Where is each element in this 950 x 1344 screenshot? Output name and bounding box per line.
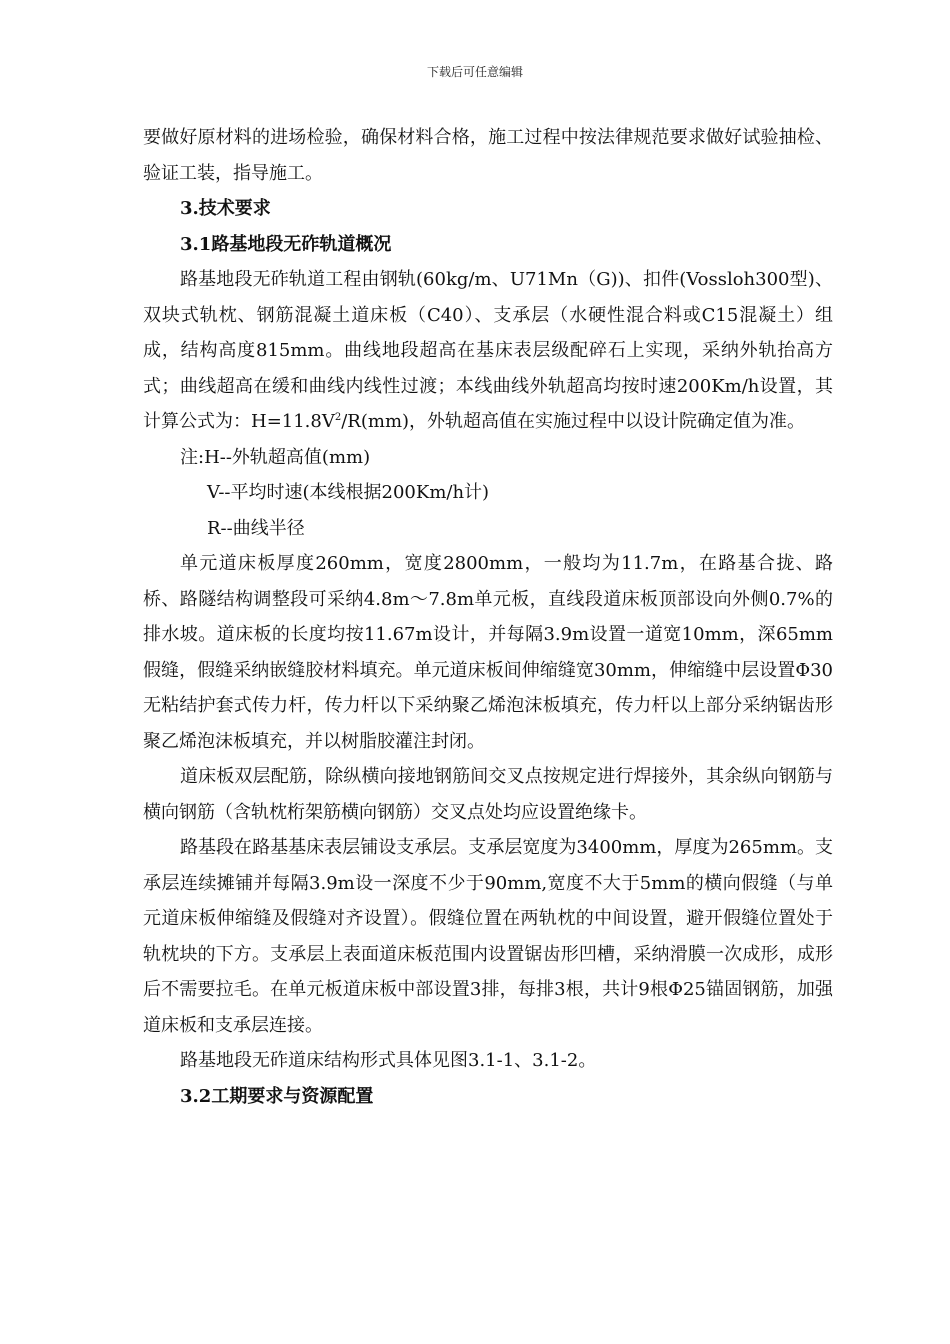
paragraph-materials: 要做好原材料的进场检验，确保材料合格，施工过程中按法律规范要求做好试验抽检、验证工装，指导施工。 [143,127,833,184]
heading-technical-requirements: 3.技术要求 [180,198,271,219]
page-header-note: 下载后可任意编辑 [426,65,523,79]
paragraph-support-layer: 路基段在路基基床表层铺设支承层。支承层宽度为3400mm，厚度为265mm。支承层连续摊铺并每隔3.9m设一深度不少于90mm,宽度不大于5mm的横向假缝（与单元道床板伸缩缝及假缝对齐设置）。假缝位置在两轨枕的中间设置，避开假缝位置处于轨枕块的下方。支承层上表面道床板范围内设置锯齿形凹槽，采纳滑膜一次成形，成形后不需要拉毛。在单元板道床板中部设置3排，每排3根，共计9根Φ25锚固钢筋，加强道床板和支承层连接。 [143,837,833,1036]
note-v: V--平均时速(本线根据200Km/h计) [207,482,490,503]
paragraph-reinforcement: 道床板双层配筋，除纵横向接地钢筋间交叉点按规定进行焊接外，其余纵向钢筋与横向钢筋（含轨枕桁架筋横向钢筋）交叉点处均应设置绝缘卡。 [143,766,833,823]
paragraph-track-overview-tail: /R(mm)，外轨超高值在实施过程中以设计院确定值为准。 [341,411,806,432]
superscript-2: 2 [334,412,342,423]
note-h: 注:H--外轨超高值(mm) [180,446,371,468]
paragraph-track-overview [143,262,833,440]
paragraph-track-overview-text: 路基地段无砟轨道工程由钢轨(60kg/m、U71Mn（G))、扣件(Vossloh300型)、双块式轨枕、钢筋混凝土道床板（C40）、支承层（水硬性混合料或C15混凝土）组成，结构高度815mm。曲线地段超高在基床表层级配碎石上实现，采纳外轨抬高方式；曲线超高在缓和曲线内线性过渡；本线曲线外轨超高均按时速200Km/h设置，其计算公式为：H=11.8V [143,269,833,432]
note-r: R--曲线半径 [207,517,305,539]
document-body [143,120,833,1114]
paragraph-figure-reference: 路基地段无砟道床结构形式具体见图3.1-1、3.1-2。 [180,1050,597,1071]
heading-section-3-2: 3.2工期要求与资源配置 [180,1085,374,1107]
heading-section-3-1: 3.1路基地段无砟轨道概况 [180,233,392,255]
paragraph-slab-dimensions: 单元道床板厚度260mm，宽度2800mm，一般均为11.7m，在路基合拢、路桥、路隧结构调整段可采纳4.8m～7.8m单元板，直线段道床板顶部设向外侧0.7%的排水坡。道床板的长度均按11.67m设计，并每隔3.9m设置一道宽10mm，深65mm假缝，假缝采纳嵌缝胶材料填充。单元道床板间伸缩缝宽30mm，伸缩缝中层设置Φ30无粘结护套式传力杆，传力杆以下采纳聚乙烯泡沫板填充，传力杆以上部分采纳锯齿形聚乙烯泡沫板填充，并以树脂胶灌注封闭。 [143,553,833,752]
